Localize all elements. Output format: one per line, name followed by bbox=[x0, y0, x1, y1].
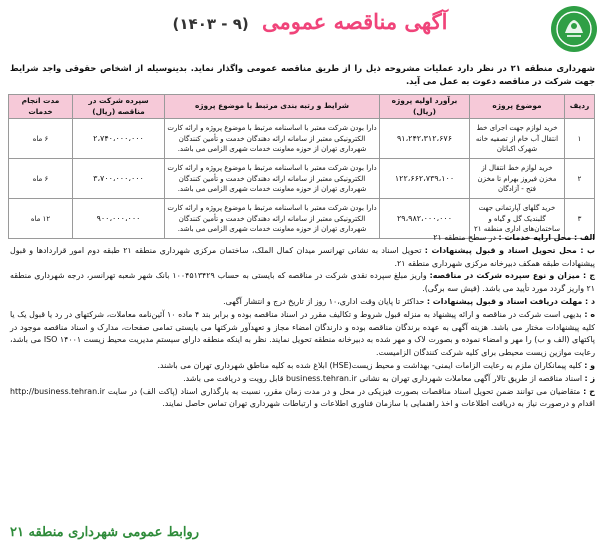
row-index: ۲ bbox=[565, 159, 595, 199]
section-h-text-end: اقدام و درصورت نیاز به دریافت اطلاعات و اخذ راهنمایی با سازمان فناوری اطلاعات و ارتباطات شهرداری تهران تماس حاصل نمایند. bbox=[162, 399, 595, 409]
row-index: ۱ bbox=[565, 119, 595, 159]
row-conditions: دارا بودن شرکت معتبر با اساسنامه مرتبط با موضوع پروژه و ارائه کارت الکترونیکی معتبر از سامانه ارائه دهندگان خدمت و تأمین کنندگان شهرداری تهران از حوزه معاونت خدمات شهری الزامی می باشد. bbox=[165, 199, 380, 239]
row-estimate: ۹۱،۲۴۲،۳۱۲،۶۷۶ bbox=[380, 119, 470, 159]
section-c-label: ج : میزان و نوع سپرده شرکت در مناقصه: bbox=[429, 271, 596, 281]
business-upload-link[interactable]: http://business.tehran.ir bbox=[10, 386, 106, 396]
row-subject: خرید لوازم جهت اجرای خط انتقال آب خام از تصفیه خانه شهرک اکباتان bbox=[470, 119, 565, 159]
row-duration: ۱۲ ماه bbox=[9, 199, 73, 239]
section-v bbox=[10, 360, 595, 373]
header-index: ردیف bbox=[565, 95, 595, 119]
section-c bbox=[10, 270, 595, 296]
row-subject: خرید لوازم خط انتقال از مخزن فیروز بهرام تا مخزن فتح - آزادگان bbox=[470, 159, 565, 199]
section-h bbox=[10, 386, 595, 412]
section-b bbox=[10, 245, 595, 271]
section-v-label: و : bbox=[584, 360, 595, 370]
section-d-text: حداکثر تا پایان وقت اداری،۱۰ روز از تاریخ درج و انتشار آگهی. bbox=[223, 296, 425, 306]
notice-title-text: آگهی مناقصه عمومی bbox=[262, 9, 448, 34]
section-a bbox=[10, 232, 595, 245]
section-h-text: متقاضیان می توانند ضمن تحویل اسناد مناقصات بصورت فیزیکی در محل و در مدت زمان مقرر، نسبت به بارگذاری اسناد (پاکت الف) در سایت bbox=[107, 386, 581, 396]
row-duration: ۶ ماه bbox=[9, 159, 73, 199]
notice-title bbox=[120, 2, 500, 42]
section-e-label: ه : bbox=[584, 309, 596, 319]
municipality-emblem-icon bbox=[551, 6, 597, 52]
section-a-label: الف : محل ارایه خدمات : bbox=[498, 233, 595, 242]
intro-paragraph: شهرداری منطقه ۲۱ در نظر دارد عملیات مشروحه ذیل را از طریق مناقصه عمومی واگذار نماید. بدینوسیله از اشخاص حقوقی واجد شرایط جهت شرکت در مناقصه دعوت به عمل می آید. bbox=[10, 63, 595, 87]
row-estimate: ۱۲۲،۶۶۲،۷۳۹،۱۰۰ bbox=[380, 159, 470, 199]
row-conditions: دارا بودن شرکت معتبر با اساسنامه مرتبط با موضوع پروژه و ارائه کارت الکترونیکی معتبر از سامانه ارائه دهندگان خدمت و تأمین کنندگان شهرداری تهران از حوزه معاونت خدمات شهری الزامی می باشد. bbox=[165, 119, 380, 159]
section-v-text: کلیه پیمانکاران ملزم به رعایت الزامات ایمنی- بهداشت و محیط زیست(HSE) ابلاغ شده به کلیه مناطق شهرداری تهران می باشند. bbox=[157, 360, 582, 370]
tender-table bbox=[8, 94, 595, 239]
table-row bbox=[9, 159, 595, 199]
tehran-municipality-logo bbox=[551, 6, 597, 52]
row-conditions: دارا بودن شرکت معتبر با اساسنامه مرتبط با موضوع پروژه و ارائه کارت الکترونیکی معتبر از سامانه ارائه دهندگان خدمت و تأمین کنندگان شهرداری تهران از حوزه معاونت خدمات شهری الزامی می باشد. bbox=[165, 159, 380, 199]
header-conditions: شرایط و رتبه بندی مرتبط با موضوع پروژه bbox=[165, 95, 380, 119]
public-relations-signature: روابط عمومی شهرداری منطقه ۲۱ bbox=[10, 525, 199, 541]
header-subject: موضوع پروژه bbox=[470, 95, 565, 119]
table-header-row bbox=[9, 95, 595, 119]
notice-number: (۹ - ۱۴۰۳) bbox=[172, 15, 249, 33]
business-site-link[interactable]: business.tehran.ir bbox=[286, 373, 357, 383]
section-h-label: ح : bbox=[583, 386, 595, 396]
section-b-text: تحویل اسناد به نشانی تهرانسر میدان کمال الملک، ساختمان مرکزی شهرداری منطقه ۲۱ طبقه دوم امور قراردادها و قبول پیشنهادات طبقه همکف دبیرخانه مرکزی شهرداری منطقه ۲۱. bbox=[10, 245, 595, 268]
row-index: ۳ bbox=[565, 199, 595, 239]
row-estimate: ۲۹،۹۸۲،۰۰۰،۰۰۰ bbox=[380, 199, 470, 239]
row-deposit: ۲،۷۴۰،۰۰۰،۰۰۰ bbox=[73, 119, 165, 159]
conditions-section bbox=[10, 232, 595, 411]
section-c-text: واریز مبلغ سپرده نقدی شرکت در مناقصه که بایستی به حساب ۱۰۰۴۵۱۳۴۲۹ بانک شهر شعبه تهرانسر، درجه شهرداری منطقه ۲۱ واریز گردد مورد تأیید می باشد. (فیش سه برگی). bbox=[10, 271, 595, 294]
row-duration: ۶ ماه bbox=[9, 119, 73, 159]
row-subject: خرید گلهای آپارتمانی جهت گلبندیک گل و گیاه و ساختمان‌های اداری منطقه ۲۱ bbox=[470, 199, 565, 239]
row-deposit: ۹۰۰،۰۰۰،۰۰۰ bbox=[73, 199, 165, 239]
section-e bbox=[10, 309, 595, 360]
section-z bbox=[10, 373, 595, 386]
header-duration: مدت انجام خدمات bbox=[9, 95, 73, 119]
section-b-label: ب : محل تحویل اسناد و قبول پیشنهادات : bbox=[424, 245, 595, 255]
section-z-text-end: قابل رویت و دریافت می باشد. bbox=[183, 373, 284, 383]
header-estimate: برآورد اولیه پروژه (ریال) bbox=[380, 95, 470, 119]
table-row bbox=[9, 119, 595, 159]
header-deposit: سپرده شرکت در مناقصه (ریال) bbox=[73, 95, 165, 119]
section-z-text: اسناد مناقصه از طریق تالار آگهی معاملات شهرداری تهران به نشانی bbox=[359, 373, 583, 383]
section-a-text: در سطح منطقه ۲۱ bbox=[433, 233, 497, 242]
section-e-text: بدیهی است شرکت در مناقصه و ارائه پیشنهاد به منزله قبول شروط و تکالیف مقرر در اسناد مناقصه بوده و برابر بند ۴ ماده ۱۰ آئین‌نامه معاملات، شرکتهای در رد یا قبول یک یا کلیه پیشنهادات مختار می باشد. هزینه آگهی به عهده برندگان مناقصه بوده و دارندگان امضاء مجاز و تعهدآور شرکتها می بایستی تمامی صفحات، مدارک و اسناد مناقصه موجود در پاکتهای (الف و ب) را مهر و امضاء نموده و بصورت لاک و مهر شده به دبیرخانه منطقه تحویل نمایند. نظر به اینکه منطقه دارای سیستم مدیریت محیط زیست ISO ۱۴۰۰۱ می باشد، رعایت موازین زیست محیطی برای کلیه شرکت کنندگان الزامیست. bbox=[10, 309, 595, 358]
section-d bbox=[10, 296, 595, 309]
section-z-label: ز : bbox=[584, 373, 595, 383]
section-d-label: د : مهلت دریافت اسناد و قبول پیشنهادات : bbox=[426, 296, 595, 306]
row-deposit: ۳،۷۰۰،۰۰۰،۰۰۰ bbox=[73, 159, 165, 199]
